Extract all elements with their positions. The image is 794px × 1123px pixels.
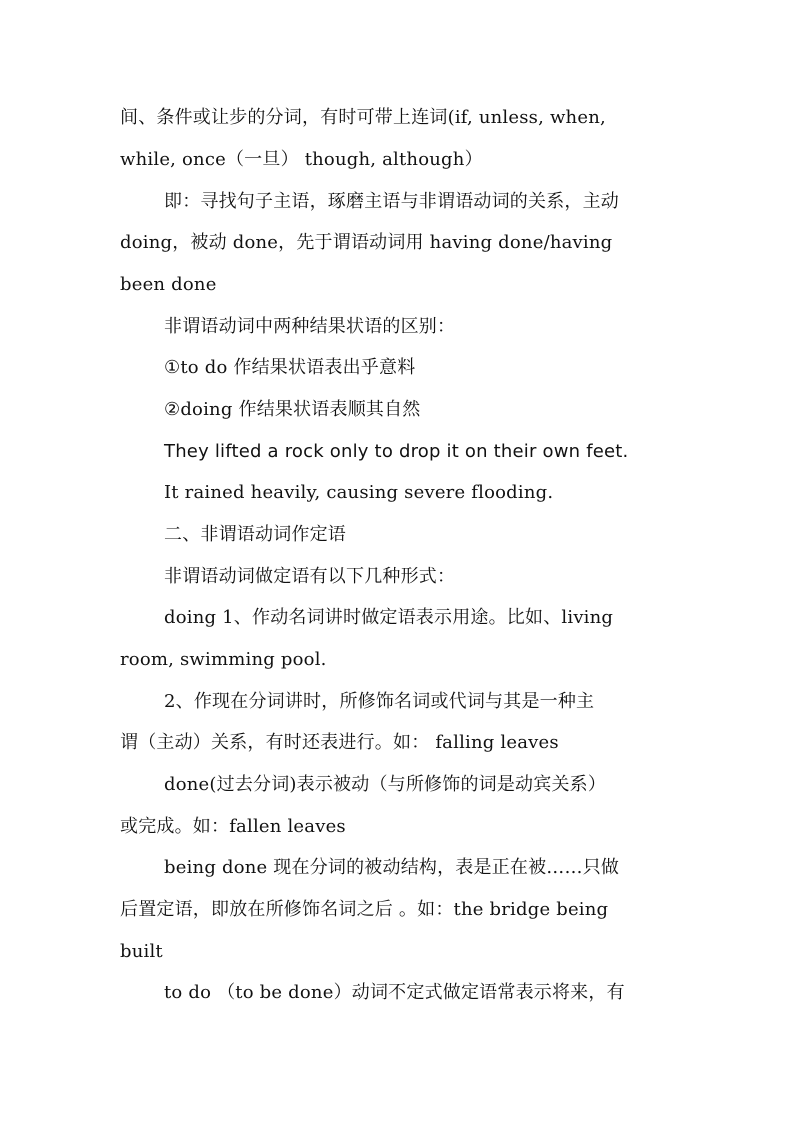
section-heading-attributive: 二、非谓语动词作定语 <box>164 524 346 545</box>
text-line-method: 即：寻找句子主语，琢磨主语与非谓语动词的关系，主动 <box>164 191 619 212</box>
text-line-being-done: being done 现在分词的被动结构，表是正在被……只做 <box>164 857 620 878</box>
text-line-active-passive: doing，被动 done，先于谓语动词用 having done/having <box>120 232 613 253</box>
text-line-item-doing: ②doing 作结果状语表顺其自然 <box>164 399 421 420</box>
text-line-conjunction-list: while, once（一旦） though, although） <box>120 149 483 170</box>
text-line-forms-intro: 非谓语动词做定语有以下几种形式： <box>164 566 456 587</box>
text-line-post-modifier: 后置定语，即放在所修饰名词之后 。如：the bridge being <box>120 899 609 920</box>
text-line-item-to-do: ①to do 作结果状语表出乎意料 <box>164 357 416 378</box>
text-line-result-adverbial-heading: 非谓语动词中两种结果状语的区别： <box>164 316 456 337</box>
text-line-present-participle: 2、作现在分词讲时，所修饰名词或代词与其是一种主 <box>164 691 595 712</box>
text-line-falling-leaves: 谓（主动）关系，有时还表进行。如： falling leaves <box>120 732 559 753</box>
text-line-been-done: been done <box>120 274 217 295</box>
text-line-continuation-conjunctions: 间、条件或让步的分词，有时可带上连词(if, unless, when, <box>120 107 606 128</box>
text-line-example-rain: It rained heavily, causing severe flooding. <box>164 482 554 503</box>
text-line-example-rock: They lifted a rock only to drop it on their own feet. <box>164 441 629 462</box>
text-line-fallen-leaves: 或完成。如：fallen leaves <box>120 816 346 837</box>
text-line-gerund-examples: room, swimming pool. <box>120 649 327 670</box>
text-line-infinitive: to do （to be done）动词不定式做定语常表示将来，有 <box>164 982 625 1003</box>
text-line-built: built <box>120 941 163 962</box>
text-line-past-participle: done(过去分词)表示被动（与所修饰的词是动宾关系） <box>164 774 607 795</box>
text-line-gerund-usage: doing 1、作动名词讲时做定语表示用途。比如、living <box>164 607 614 628</box>
